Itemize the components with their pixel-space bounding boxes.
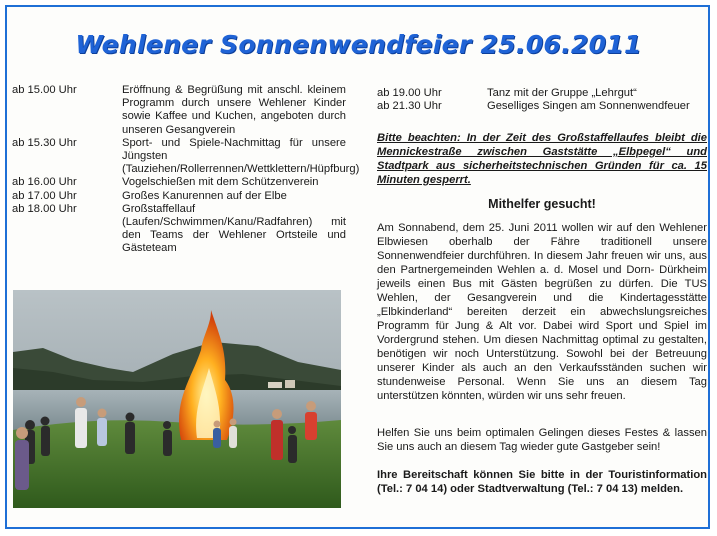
helpers-heading: Mithelfer gesucht! [488, 197, 596, 211]
schedule-time: ab 17.00 Uhr [12, 189, 77, 202]
schedule-description: Eröffnung & Begrüßung mit anschl. kleinem Programm durch unsere Wehlener Kinder sowie Kaffee und Kuchen, angeboten durch unseren Gesangverein [122, 84, 346, 136]
schedule-row [12, 203, 346, 256]
contact-paragraph: Ihre Bereitschaft können Sie bitte in der Touristinformation (Tel.: 7 04 14) oder Stadtverwaltung (Tel.: 7 04 13) melden. [377, 469, 707, 495]
schedule-row [12, 136, 360, 177]
schedule-time: ab 18.00 Uhr [12, 202, 77, 215]
article-title: Wehlener Sonnenwendfeier 25.06.2011 [75, 30, 642, 59]
schedule-time: ab 15.30 Uhr [12, 136, 77, 149]
schedule-row [12, 84, 346, 137]
schedule-row [12, 176, 346, 189]
schedule-right [377, 87, 707, 113]
bonfire-photo [13, 290, 341, 508]
schedule-time: ab 19.00 Uhr [377, 87, 442, 99]
appeal-paragraph: Helfen Sie uns beim optimalen Gelingen dieses Festes & lassen Sie uns auch an diesem Tag wieder gute Gastgeber sein! [377, 427, 707, 453]
schedule-time: ab 21.30 Uhr [377, 100, 442, 113]
schedule-description: Großes Kanurennen auf der Elbe [122, 189, 287, 202]
schedule-description: Großstaffellauf (Laufen/Schwimmen/Kanu/Radfahren) mit den Teams der Wehlener Ortsteile und Gästeteam [122, 202, 346, 255]
schedule-description: Vogelschießen mit dem Schützenverein [122, 176, 319, 189]
intro-paragraph: Am Sonnabend, dem 25. Juni 2011 wollen wir auf den Wehlener Elbwiesen oberhalb der Fähre traditionell unsere Sonnenwendfeier durchführen. In diesem Jahr freuen wir uns, aus den Partnergemeinden Wehlen a. d. Mosel und Dorn- Dürkheim jeweils einen Bus mit Gästen begrüßen zu dürfen. Die TUS Wehlen, der Gesangverein und die Kindertagesstätte „Elbkinderland“ bereiten derzeit ein abwechslungsreiches Programm für Jung & Alt vor. Dabei wird Sport und Spiel im Vordergrund stehen. Um diesen Nachmittag optimal zu gestalten, benötigen wir noch Unterstützung. Sowohl bei der Betreuung unserer Kinder als auch an den Verkaufsständen suchen wir stundenweise Personal. Wenn Sie uns an diesem Tag unterstützen könnten, würden wir uns sehr freuen. [377, 222, 707, 402]
schedule-description: Geselliges Singen am Sonnenwendfeuer [487, 100, 690, 113]
road-closure-notice: Bitte beachten: In der Zeit des Großstaffellaufes bleibt die Mennickestraße zwischen Gaststätte „Elbpegel“ und Stadtpark aus sicherheitstechnischen Gründen für ca. 15 Minuten gesperrt. [377, 132, 707, 186]
schedule-row [12, 190, 346, 203]
schedule-time: ab 16.00 Uhr [12, 176, 77, 189]
schedule-description: Sport- und Spiele-Nachmittag für unsere Jüngsten (Tauziehen/Rollerrennen/Wettklettern/Hüpfburg) [122, 136, 360, 176]
schedule-description: Tanz mit der Gruppe „Lehrgut“ [487, 87, 637, 99]
schedule-time: ab 15.00 Uhr [12, 84, 77, 96]
schedule-row [377, 87, 707, 100]
schedule-row [377, 100, 707, 113]
schedule-left [12, 84, 360, 256]
